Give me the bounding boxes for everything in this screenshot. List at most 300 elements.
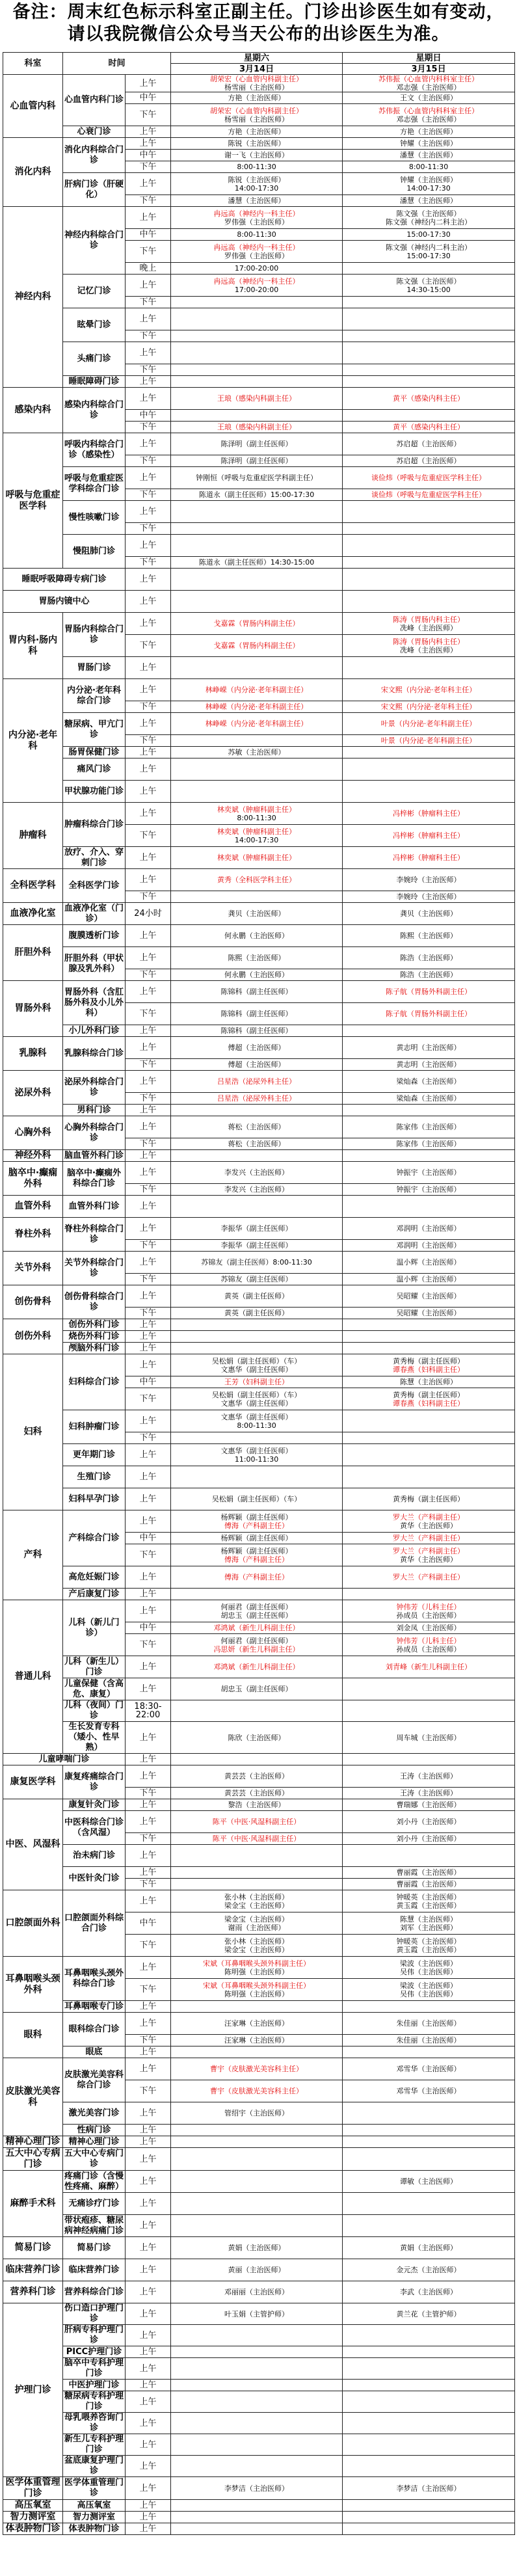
- doctor-cell: [171, 1622, 343, 1634]
- time-slot-cell: 上午: [126, 2512, 171, 2523]
- doctor-cell: [171, 891, 343, 903]
- director-name: 陈平（中医·风湿科副主任）: [212, 1818, 301, 1826]
- doctor-cell: [343, 2281, 515, 2303]
- doctor-cell: [171, 1533, 343, 1544]
- doctor-cell: [343, 1319, 515, 1331]
- time-slot-cell: 下午: [126, 825, 171, 847]
- time-slot-cell: 上午: [126, 2215, 171, 2237]
- doctor-name: 胡忠玉（副主任医师）: [220, 1685, 293, 1693]
- doctor-cell: [171, 1912, 343, 1935]
- schedule-row: [3, 501, 515, 523]
- doctor-name: 8:00-11:30: [408, 163, 449, 171]
- doctor-cell: [171, 1432, 343, 1444]
- department-cell: 五大中心专病门诊: [3, 2148, 63, 2171]
- director-name: 戈嘉霖（胃肠内科副主任）: [213, 619, 300, 628]
- department-cell: 简易门诊: [3, 2237, 63, 2259]
- clinic-cell: 儿童哮喘门诊: [3, 1754, 126, 1765]
- doctor-name: 吴昭耀（主治医师）: [396, 1309, 461, 1317]
- doctor-name: 叶玉娟（主管护师）: [224, 2309, 289, 2318]
- doctor-cell: [171, 2148, 343, 2171]
- doctor-cell: [343, 1071, 515, 1093]
- schedule-row: [3, 747, 515, 758]
- doctor-cell: [343, 138, 515, 150]
- time-slot-cell: 上午: [126, 2303, 171, 2325]
- time-slot-cell: 上午: [126, 433, 171, 455]
- doctor-name: 陈慧（主治医师）: [400, 1914, 458, 1924]
- doctor-cell: [343, 126, 515, 138]
- doctor-name: 管绍宇（主治医师）: [224, 2109, 289, 2117]
- doctor-name: 李发兴（主治医师）: [224, 1168, 289, 1177]
- schedule-row: [3, 1343, 515, 1354]
- doctor-cell: [343, 2477, 515, 2500]
- doctor-name: 陈慧（主治医师）: [400, 1378, 458, 1386]
- schedule-row: [3, 275, 515, 297]
- director-name: 谈俭炜（呼吸与危重症医学科主任）: [371, 474, 486, 482]
- director-name: 王琅（感染内科副主任）: [217, 423, 297, 431]
- doctor-name: 梁灿森（主治医师）: [396, 1094, 461, 1103]
- schedule-row: [3, 1196, 515, 1218]
- time-slot-cell: 下午: [126, 364, 171, 376]
- doctor-cell: [343, 388, 515, 410]
- doctor-name: 傅超（主治医师）: [228, 1060, 285, 1069]
- doctor-name: 黄芸芸（主治医师）: [224, 1789, 289, 1797]
- doctor-cell: [343, 1354, 515, 1376]
- clinic-cell: 创伤外科门诊: [63, 1319, 126, 1331]
- doctor-cell: [343, 92, 515, 104]
- doctor-cell: [343, 947, 515, 969]
- doctor-cell: [171, 2477, 343, 2500]
- clinic-cell: 脑血管外科门诊: [63, 1150, 126, 1162]
- time-slot-cell: 上午: [126, 75, 171, 92]
- doctor-name: 刘金凤（主治医师）: [396, 1624, 461, 1632]
- department-cell: 肿瘤科: [3, 803, 63, 869]
- director-name: 苏伟振（心血管内科科室主任）: [378, 75, 479, 83]
- doctor-name: 文惠华（副主任医师）: [220, 1412, 293, 1421]
- clinic-cell: 眼底: [63, 2046, 126, 2058]
- department-cell: 临床营养门诊: [3, 2259, 63, 2281]
- clinic-cell: 男科门诊: [63, 1105, 126, 1116]
- clinic-cell: 皮肤激光美容科综合门诊: [63, 2058, 126, 2102]
- doctor-cell: [343, 1845, 515, 1867]
- doctor-cell: [171, 1765, 343, 1788]
- doctor-cell: [171, 388, 343, 410]
- time-slot-cell: 上午: [126, 207, 171, 229]
- doctor-cell: [343, 1093, 515, 1105]
- doctor-cell: [343, 173, 515, 195]
- doctor-cell: [171, 1488, 343, 1510]
- doctor-cell: [171, 523, 343, 535]
- doctor-name: 梁金宝（主治医师）: [224, 1901, 289, 1910]
- time-slot-cell: 上午: [126, 1957, 171, 1979]
- schedule-row: [3, 2237, 515, 2259]
- department-cell: 心胸外科: [3, 1116, 63, 1150]
- doctor-cell: [171, 330, 343, 342]
- time-slot-cell: 上午: [126, 713, 171, 735]
- schedule-row: [3, 2391, 515, 2413]
- doctor-name: 钟刚恒（呼吸与危重症医学科副主任）: [196, 474, 318, 482]
- doctor-name: 邓志强（主治医师）: [396, 114, 461, 124]
- doctor-cell: [171, 981, 343, 1003]
- doctor-cell: [343, 2259, 515, 2281]
- doctor-cell: [343, 467, 515, 489]
- department-cell: 关节外科: [3, 1252, 63, 1285]
- schedule-row: [3, 1566, 515, 1589]
- doctor-name: 陈家伟（主治医师）: [396, 1140, 461, 1148]
- director-name: 刘青峰（新生儿科副主任）: [386, 1663, 472, 1671]
- doctor-cell: [171, 1331, 343, 1343]
- doctor-cell: [171, 735, 343, 747]
- clinic-cell: 中医科综合门诊（含风湿）: [63, 1811, 126, 1845]
- time-slot-cell: 上午: [126, 2477, 171, 2500]
- doctor-cell: [343, 229, 515, 241]
- doctor-name: 黎浩（主治医师）: [228, 1801, 285, 1809]
- doctor-cell: [343, 591, 515, 613]
- schedule-row: [3, 2523, 515, 2535]
- doctor-cell: [171, 2080, 343, 2102]
- doctor-cell: [343, 925, 515, 947]
- doctor-name: 8:00-11:30: [237, 163, 276, 171]
- doctor-name: 杨辉颖（副主任医师）: [220, 1546, 293, 1555]
- doctor-cell: [171, 1116, 343, 1138]
- doctor-name: 吴昭耀（主治医师）: [396, 1292, 461, 1300]
- doctor-name: 冼峰（主治医师）: [400, 623, 458, 632]
- doctor-cell: [343, 2136, 515, 2148]
- schedule-row: [3, 376, 515, 388]
- doctor-name: 汪家琳（主治医师）: [224, 2019, 289, 2028]
- time-slot-cell: 中午: [126, 1622, 171, 1634]
- doctor-cell: [343, 1432, 515, 1444]
- clinic-cell: 儿科（新儿门诊）: [63, 1600, 126, 1656]
- doctor-cell: [343, 263, 515, 275]
- doctor-name: 潘慧（主治医师）: [400, 151, 458, 159]
- clinic-cell: 高危妊娠门诊: [63, 1566, 126, 1589]
- doctor-cell: [343, 1765, 515, 1788]
- doctor-name: 陈道永（副主任医师）14:30-15:00: [198, 558, 315, 567]
- doctor-name: 黄玉霞（主治医师）: [396, 1945, 461, 1954]
- doctor-cell: [171, 1722, 343, 1754]
- doctor-cell: [171, 2001, 343, 2013]
- department-cell: 护理门诊: [3, 2303, 63, 2477]
- department-cell: 呼吸与危重症医学科: [3, 433, 63, 569]
- doctor-cell: [343, 1196, 515, 1218]
- time-slot-cell: 上午: [126, 2148, 171, 2171]
- doctor-cell: [171, 2456, 343, 2477]
- doctor-cell: [171, 422, 343, 433]
- doctor-cell: [171, 1600, 343, 1622]
- doctor-cell: [171, 1566, 343, 1589]
- doctor-cell: [171, 1700, 343, 1722]
- director-name: 傅海（产科副主任）: [224, 1573, 289, 1581]
- doctor-name: 李梦洁（主治医师）: [396, 2484, 461, 2493]
- doctor-name: 曹丽霞（主治医师）: [396, 1868, 461, 1877]
- schedule-row: [3, 591, 515, 613]
- clinic-cell: 治未病门诊: [63, 1845, 126, 1867]
- doctor-cell: [171, 1252, 343, 1274]
- header-dept: 科室: [3, 53, 63, 75]
- schedule-row: [3, 1867, 515, 1879]
- clinic-cell: 睡眠呼吸障碍专病门诊: [3, 569, 126, 591]
- doctor-name: 17:00-20:00: [234, 264, 279, 273]
- time-slot-cell: 上午: [126, 1811, 171, 1833]
- time-slot-cell: 中午: [126, 92, 171, 104]
- doctor-name: 陈浩（主治医师）: [400, 954, 458, 962]
- clinic-cell: 肠胃保健门诊: [63, 747, 126, 758]
- schedule-row: [3, 1150, 515, 1162]
- doctor-cell: [343, 803, 515, 825]
- doctor-cell: [171, 241, 343, 263]
- doctor-cell: [171, 2512, 343, 2523]
- schedule-row: [3, 1845, 515, 1867]
- time-slot-cell: 下午: [126, 1308, 171, 1319]
- clinic-cell: 眩晕门诊: [63, 308, 126, 342]
- doctor-cell: [343, 2080, 515, 2102]
- time-slot-cell: 上午: [126, 657, 171, 679]
- doctor-name: 吴伟（主治医师）: [400, 1967, 458, 1976]
- doctor-name: 邓雪华（主治医师）: [396, 2087, 461, 2095]
- clinic-cell: 腹膜透析门诊: [63, 925, 126, 947]
- time-slot-cell: 上午: [126, 1105, 171, 1116]
- time-slot-cell: 上午: [126, 803, 171, 825]
- doctor-name: 钟暖英（主治医师）: [396, 1937, 461, 1946]
- doctor-cell: [343, 903, 515, 925]
- doctor-name: 邓丽丽（主治医师）: [224, 2288, 289, 2296]
- schedule-row: [3, 679, 515, 701]
- doctor-cell: [343, 2413, 515, 2434]
- doctor-name: 吴伟（主治医师）: [400, 1989, 458, 1998]
- doctor-cell: [171, 138, 343, 150]
- schedule-row: [3, 388, 515, 410]
- director-name: 冉远高（神经内一科主任）: [213, 209, 300, 218]
- doctor-name: 胡忠玉（副主任医师）: [220, 1611, 293, 1620]
- director-name: 林奕斌（肿瘤科副主任）: [217, 853, 297, 862]
- doctor-name: 文惠华（副主任医师）: [220, 1399, 293, 1408]
- doctor-cell: [171, 1354, 343, 1376]
- clinic-cell: 小儿外科门诊: [63, 1025, 126, 1037]
- department-cell: 脊柱外科: [3, 1218, 63, 1252]
- clinic-cell: 中医针灸门诊: [63, 1867, 126, 1890]
- clinic-cell: 新生儿专科护理门诊: [63, 2434, 126, 2456]
- director-name: 陈子航（胃肠外科副主任）: [386, 1010, 472, 1018]
- doctor-cell: [171, 1410, 343, 1432]
- doctor-cell: [171, 1634, 343, 1656]
- department-cell: 皮肤激光美容科: [3, 2058, 63, 2136]
- time-slot-cell: 上午: [126, 1343, 171, 1354]
- notice-line-1: 备注：周末红色标示科室正副主任。门诊出诊医生如有变动，: [12, 2, 505, 22]
- doctor-cell: [343, 1678, 515, 1700]
- doctor-cell: [343, 1811, 515, 1833]
- time-slot-cell: 上午: [126, 2346, 171, 2358]
- time-slot-cell: 下午: [126, 1388, 171, 1410]
- time-slot-cell: 上午: [126, 1196, 171, 1218]
- doctor-name: 吴松娟（副主任医师）（车）: [211, 1356, 302, 1365]
- schedule-row: [3, 903, 515, 925]
- doctor-cell: [343, 422, 515, 433]
- doctor-cell: [343, 1388, 515, 1410]
- doctor-cell: [171, 2035, 343, 2046]
- director-name: 吕星浩（泌尿外科主任）: [217, 1094, 297, 1103]
- doctor-name: 朱佳丽（主治医师）: [396, 2036, 461, 2045]
- director-name: 罗大兰（产科副主任）: [393, 1573, 465, 1581]
- schedule-row: [3, 2001, 515, 2013]
- doctor-cell: [171, 161, 343, 173]
- doctor-name: 杨辉颖（副主任医师）: [220, 1512, 293, 1522]
- doctor-cell: [171, 2358, 343, 2380]
- doctor-name: 金元杰（主治医师）: [396, 2266, 461, 2274]
- schedule-row: [3, 925, 515, 947]
- doctor-cell: [343, 2434, 515, 2456]
- clinic-cell: 智力测评室: [63, 2512, 126, 2523]
- doctor-cell: [171, 297, 343, 308]
- doctor-cell: [171, 925, 343, 947]
- schedule-row: [3, 1071, 515, 1093]
- doctor-cell: [171, 635, 343, 657]
- doctor-name: 黄华（主治医师）: [400, 1555, 458, 1564]
- schedule-row: [3, 1105, 515, 1116]
- clinic-cell: PICC护理门诊: [63, 2346, 126, 2358]
- director-name: 冉远高（神经内一科主任）: [213, 276, 300, 286]
- schedule-row: [3, 1466, 515, 1488]
- doctor-name: 吴松娟（副主任医师）（车）: [211, 1495, 302, 1503]
- time-slot-cell: 下午: [126, 1274, 171, 1285]
- time-slot-cell: 上午: [126, 1037, 171, 1059]
- doctor-cell: [171, 869, 343, 891]
- doctor-cell: [171, 433, 343, 455]
- doctor-cell: [343, 501, 515, 523]
- doctor-cell: [171, 1845, 343, 1867]
- doctor-cell: [343, 1622, 515, 1634]
- clinic-cell: 妇科肿瘤门诊: [63, 1410, 126, 1444]
- doctor-cell: [171, 2136, 343, 2148]
- doctor-cell: [171, 1218, 343, 1240]
- doctor-name: 黄娟（主治医师）: [228, 2244, 285, 2252]
- doctor-cell: [343, 2303, 515, 2325]
- doctor-cell: [171, 2171, 343, 2193]
- doctor-cell: [343, 2171, 515, 2193]
- time-slot-cell: 上午: [126, 2102, 171, 2125]
- director-name: 冉远高（神经内一科主任）: [213, 243, 300, 252]
- schedule-row: [3, 2500, 515, 2512]
- doctor-name: 潘慧（主治医师）: [228, 196, 285, 205]
- clinic-cell: 乳腺科综合门诊: [63, 1037, 126, 1071]
- doctor-name: 8:00-11:30: [237, 813, 276, 822]
- doctor-name: 温小辉（主治医师）: [396, 1275, 461, 1283]
- clinic-cell: 颅脑外科门诊: [63, 1343, 126, 1354]
- schedule-row: [3, 947, 515, 969]
- doctor-cell: [171, 2303, 343, 2325]
- time-slot-cell: 上午: [126, 758, 171, 781]
- clinic-cell: 放疗、介入、穿刺门诊: [63, 847, 126, 869]
- department-cell: 神经内科: [3, 207, 63, 388]
- doctor-name: 陈泽明（副主任医师）: [220, 440, 293, 448]
- doctor-cell: [343, 701, 515, 713]
- director-name: 冯梓彬（肿瘤科主任）: [393, 809, 465, 818]
- clinic-cell: 胃肠内镜中心: [3, 591, 126, 613]
- department-cell: 肝胆外科: [3, 925, 63, 981]
- doctor-cell: [343, 1218, 515, 1240]
- doctor-cell: [171, 2434, 343, 2456]
- clinic-cell: 消化内科综合门诊: [63, 138, 126, 173]
- doctor-cell: [171, 2046, 343, 2058]
- department-cell: 高压氧室: [3, 2500, 63, 2512]
- schedule-row: [3, 613, 515, 635]
- time-slot-cell: 上午: [126, 467, 171, 489]
- schedule-row: [3, 1754, 515, 1765]
- clinic-cell: 生殖门诊: [63, 1466, 126, 1488]
- doctor-cell: [171, 229, 343, 241]
- doctor-cell: [343, 241, 515, 263]
- doctor-name: 刘军（主治医师）: [400, 1923, 458, 1932]
- doctor-cell: [171, 1957, 343, 1979]
- time-slot-cell: 上午: [126, 1600, 171, 1622]
- department-cell: 耳鼻咽喉头颈外科: [3, 1957, 63, 2013]
- time-slot-cell: 上午: [126, 781, 171, 803]
- doctor-name: 杨雪丽（主治医师）: [224, 83, 289, 92]
- doctor-name: 苏锦友（副主任医师）: [220, 1275, 293, 1283]
- time-slot-cell: 上午: [126, 388, 171, 410]
- doctor-cell: [343, 1116, 515, 1138]
- department-cell: 口腔颌面外科: [3, 1890, 63, 1957]
- time-slot-cell: 上午: [126, 2259, 171, 2281]
- clinic-cell: 儿童保健（含高危、康复）: [63, 1678, 126, 1700]
- time-slot-cell: 上午: [126, 847, 171, 869]
- time-slot-cell: 下午: [126, 422, 171, 433]
- schedule-row: [3, 781, 515, 803]
- header-day-1: 星期六: [171, 53, 343, 64]
- doctor-cell: [171, 2380, 343, 2391]
- time-slot-cell: 上午: [126, 1150, 171, 1162]
- time-slot-cell: 上午: [126, 275, 171, 297]
- doctor-cell: [343, 1799, 515, 1811]
- doctor-cell: [171, 1879, 343, 1890]
- schedule-row: [3, 1890, 515, 1912]
- director-name: 曹宇（皮肤激光美容科主任）: [210, 2065, 304, 2073]
- clinic-cell: 疼痛门诊（含慢性疼痛、麻醉）: [63, 2171, 126, 2193]
- clinic-cell: 慢性咳嗽门诊: [63, 501, 126, 535]
- doctor-name: 张小林（主治医师）: [224, 1937, 289, 1946]
- doctor-cell: [171, 1589, 343, 1600]
- clinic-cell: 心衰门诊: [63, 126, 126, 138]
- doctor-name: 蒋松（主治医师）: [228, 1140, 285, 1148]
- doctor-cell: [343, 2346, 515, 2358]
- department-cell: 血管外科: [3, 1196, 63, 1218]
- doctor-cell: [343, 1059, 515, 1071]
- doctor-cell: [171, 75, 343, 92]
- doctor-cell: [171, 903, 343, 925]
- doctor-cell: [343, 308, 515, 330]
- doctor-cell: [343, 2391, 515, 2413]
- doctor-cell: [343, 2035, 515, 2046]
- doctor-cell: [171, 947, 343, 969]
- clinic-cell: 血液净化室（门诊）: [63, 903, 126, 925]
- schedule-row: [3, 2125, 515, 2136]
- doctor-name: 黄娟（主治医师）: [400, 2244, 458, 2252]
- doctor-cell: [343, 2102, 515, 2125]
- doctor-cell: [171, 2058, 343, 2080]
- schedule-body: [3, 75, 515, 2535]
- time-slot-cell: 上午: [126, 2001, 171, 2013]
- doctor-cell: [171, 591, 343, 613]
- schedule-row: [3, 2512, 515, 2523]
- doctor-cell: [343, 613, 515, 635]
- doctor-cell: [171, 92, 343, 104]
- doctor-cell: [343, 2456, 515, 2477]
- time-slot-cell: 上午: [126, 173, 171, 195]
- director-name: 谈俭炜（呼吸与危重症医学科主任）: [371, 490, 486, 499]
- time-slot-cell: 下午: [126, 1093, 171, 1105]
- time-slot-cell: 下午: [126, 735, 171, 747]
- director-name: 苏伟振（心血管内科科室主任）: [378, 106, 479, 115]
- time-slot-cell: 上午: [126, 1285, 171, 1308]
